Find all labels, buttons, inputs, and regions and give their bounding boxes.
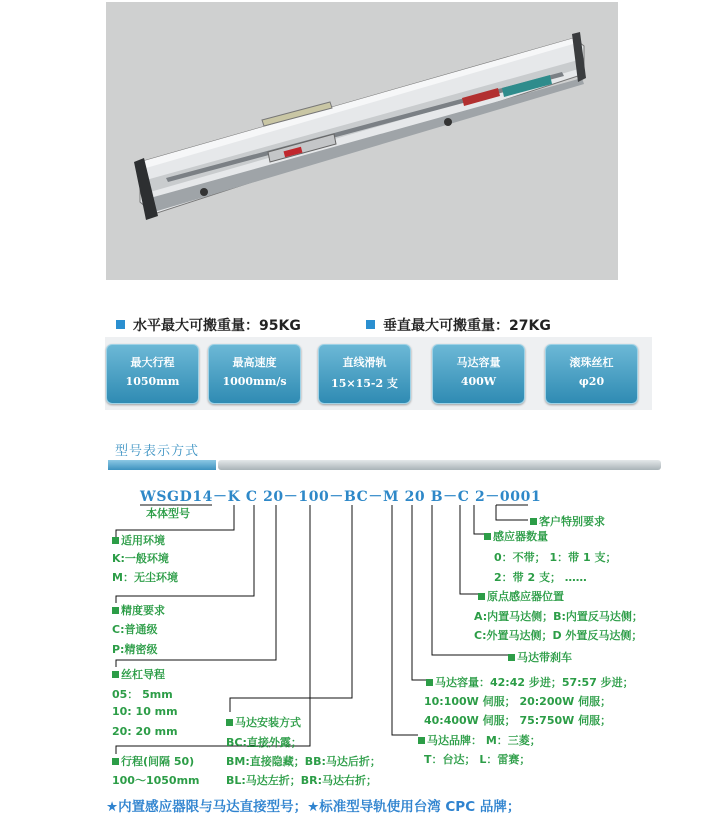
- section-title: 型号表示方式: [115, 444, 200, 459]
- motor-capacity-title: 马达容量：42:42 步进；57:57 步进；: [426, 674, 634, 690]
- bullet-square-icon: [116, 320, 125, 329]
- lead-10: 10: 10 mm: [112, 705, 178, 718]
- lead-title: 丝杠导程: [112, 666, 165, 682]
- environment-title: 适用环境: [112, 532, 165, 548]
- body-model-label: 本体型号: [146, 507, 190, 520]
- motor-mount-3: BL:马达左折；BR:马达右折；: [226, 774, 378, 787]
- horizontal-weight: 水平最大可搬重量：95KG: [116, 315, 301, 335]
- motor-mount-2: BM:直接隐藏；BB:马达后折；: [226, 755, 381, 768]
- stroke-range: 100～1050mm: [112, 774, 200, 787]
- stroke-title: 行程(间隔 50): [112, 753, 194, 769]
- spec-max-speed: 最高速度 1000mm/s: [208, 344, 301, 404]
- precision-c: C:普通级: [112, 623, 158, 636]
- model-code: WSGD14－K C 20－100－BC－M 20 B－C 2－0001: [140, 489, 542, 505]
- motor-mount-1: BC:直接外露；: [226, 736, 302, 749]
- lead-05: 05： 5mm: [112, 688, 173, 701]
- lead-20: 20: 20 mm: [112, 725, 178, 738]
- spec-linear-rail: 直线滑轨 15×15-2 支: [318, 344, 411, 404]
- precision-title: 精度要求: [112, 602, 165, 618]
- vertical-weight: 垂直最大可搬重量：27KG: [366, 315, 551, 335]
- spec-max-stroke: 最大行程 1050mm: [106, 344, 199, 404]
- spec-ball-screw: 滚珠丝杠 φ20: [545, 344, 638, 404]
- section-divider-bar: [108, 460, 661, 470]
- product-image: [106, 2, 618, 280]
- sensor-count-title: 感应器数量: [484, 528, 548, 544]
- motor-capacity-2: 40:400W 伺服； 75:750W 伺服；: [424, 714, 612, 727]
- motor-brake: 马达带刹车: [508, 649, 572, 665]
- motor-brand-1: T：台达； L：雷赛；: [424, 753, 531, 766]
- bullet-square-icon: [366, 320, 375, 329]
- linear-module-illustration: [106, 2, 618, 280]
- precision-p: P:精密级: [112, 643, 158, 656]
- origin-sensor-2: C:外置马达侧；D 外置反马达侧；: [474, 629, 643, 642]
- environment-k: K:一般环境: [112, 552, 169, 565]
- footer-note: ★内置感应器限与马达直接型号；★标准型导轨使用台湾 CPC 品牌；: [106, 799, 521, 815]
- motor-capacity-1: 10:100W 伺服； 20:200W 伺服；: [424, 695, 612, 708]
- motor-mount-title: 马达安装方式: [226, 714, 301, 730]
- spec-motor-capacity: 马达容量 400W: [432, 344, 525, 404]
- motor-brand-title: 马达品牌： M：三菱；: [418, 732, 541, 748]
- origin-sensor-1: A:内置马达侧；B:内置反马达侧；: [474, 610, 643, 623]
- sensor-count-2: 2：带 2 支； ……: [494, 571, 587, 584]
- environment-m: M：无尘环境: [112, 571, 178, 584]
- sensor-count-1: 0：不带； 1：带 1 支；: [494, 551, 617, 564]
- special-request: 客户特别要求: [530, 513, 605, 529]
- origin-sensor-title: 原点感应器位置: [478, 588, 564, 604]
